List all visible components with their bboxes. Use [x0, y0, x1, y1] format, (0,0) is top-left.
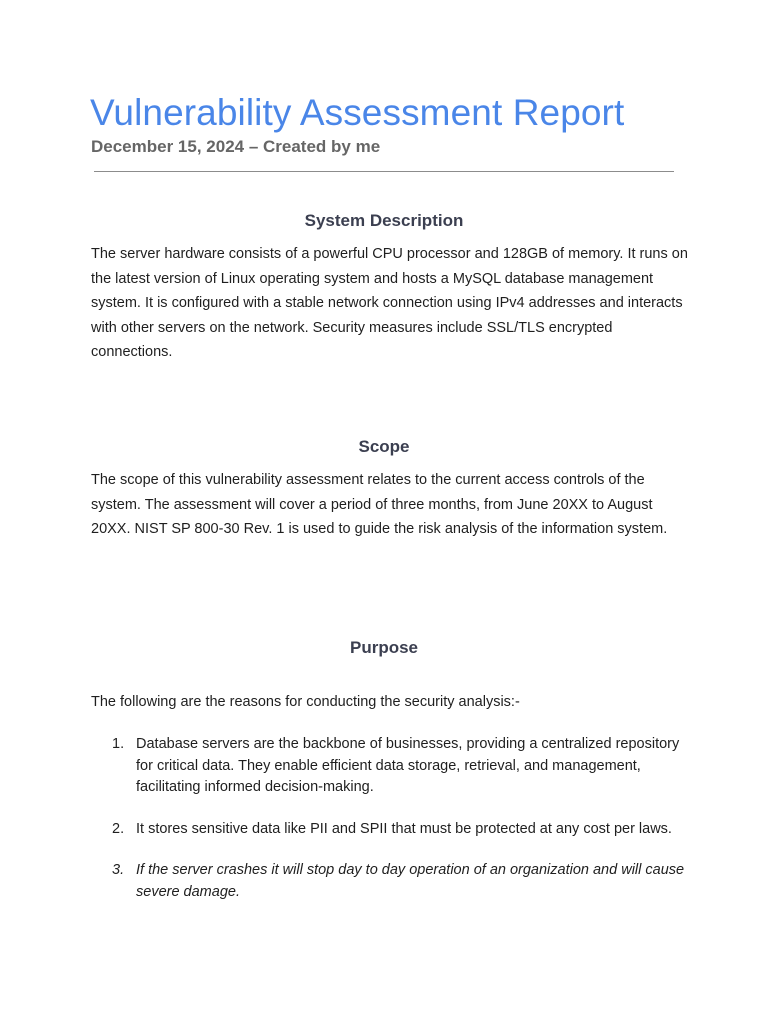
title-divider	[94, 171, 674, 172]
list-item	[91, 734, 691, 799]
list-item	[91, 819, 691, 841]
list-item	[91, 860, 691, 903]
list-item-number: 2.	[112, 820, 125, 837]
list-item-text: If the server crashes it will stop day to day operation of an organization and will cause severe damage.	[136, 862, 685, 900]
list-item-number: 3.	[112, 862, 125, 878]
list-item-number: 1.	[112, 736, 125, 752]
system-description-heading: System Description	[304, 211, 464, 230]
system-description-body: The server hardware consists of a powerful CPU processor and 128GB of memory. It runs on the latest version of Linux operating system and hosts a MySQL database management system. It is configured with a stable network connection using IPv4 addresses and interacts with other servers on the network. Security measures include SSL/TLS encrypted connections.	[91, 246, 688, 360]
report-subtitle: December 15, 2024 – Created by me	[91, 137, 381, 156]
purpose-list	[91, 734, 691, 923]
purpose-intro: The following are the reasons for conducting the security analysis:-	[91, 694, 520, 710]
scope-body: The scope of this vulnerability assessment relates to the current access controls of the system. The assessment will cover a period of three months, from June 20XX to August 20XX. NIST SP 800-30 Rev. 1 is used to guide the risk analysis of the information system.	[91, 472, 668, 537]
scope-heading: Scope	[358, 437, 410, 456]
list-item-text: Database servers are the backbone of businesses, providing a centralized repository for critical data. They enable efficient data storage, retrieval, and management, facilitating informed decision-making.	[136, 736, 680, 795]
report-title: Vulnerability Assessment Report	[90, 92, 625, 133]
purpose-heading: Purpose	[349, 638, 419, 657]
list-item-text: It stores sensitive data like PII and SPII that must be protected at any cost per laws.	[136, 820, 672, 837]
